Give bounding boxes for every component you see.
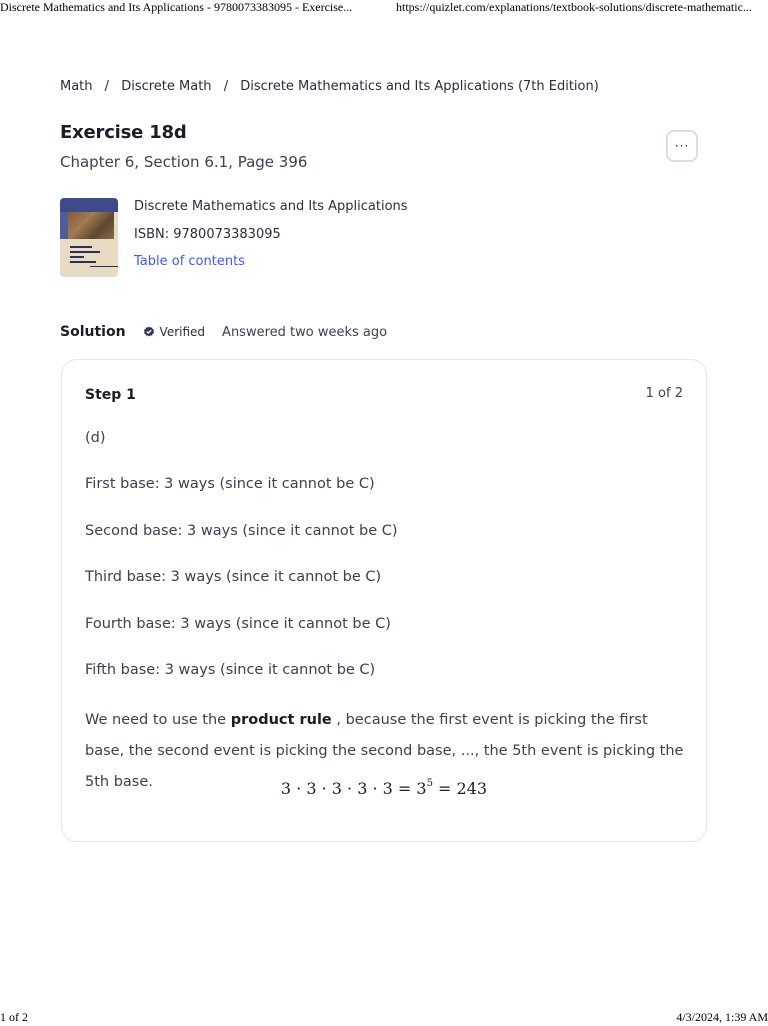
equation: [62, 778, 706, 798]
page-title: Exercise 18d: [60, 122, 187, 143]
equation-lhs: 3 · 3 · 3 · 3 · 3 = 3: [280, 779, 427, 798]
verified-label: Verified: [159, 325, 206, 339]
breadcrumb-item-textbook[interactable]: Discrete Mathematics and Its Applications (7th Edition): [240, 79, 599, 94]
step-part-label: (d): [85, 430, 106, 446]
step-line: Fourth base: 3 ways (since it cannot be C): [85, 616, 391, 632]
solution-header: [60, 322, 387, 342]
product-rule-term: product rule: [230, 712, 332, 728]
chapter-info: Chapter 6, Section 6.1, Page 396: [60, 153, 308, 171]
step-line: Fifth base: 3 ways (since it cannot be C): [85, 662, 376, 678]
explanation-text: , because the first event is picking the first base, the second event is picking the second base, ..., the 5th event is picking the 5th base.: [85, 712, 684, 790]
cover-photo-edge: [60, 212, 68, 239]
print-page-title: Discrete Mathematics and Its Applications - 9780073383095 - Exercise...: [0, 0, 353, 14]
print-header: [0, 0, 768, 16]
cover-band: [60, 198, 118, 212]
step-line: First base: 3 ways (since it cannot be C): [85, 476, 375, 492]
equation-rhs: = 243: [432, 779, 488, 798]
step-title: Step 1: [85, 387, 136, 403]
book-isbn: ISBN: 9780073383095: [134, 227, 281, 242]
breadcrumb-separator: /: [104, 79, 110, 94]
book-title[interactable]: Discrete Mathematics and Its Applications: [134, 199, 408, 214]
step-card: [61, 359, 707, 842]
cover-rule: [90, 266, 118, 267]
print-page-url: https://quizlet.com/explanations/textbook-solutions/discrete-mathematic...: [396, 0, 752, 14]
equation-exponent: 5: [426, 778, 433, 789]
step-counter: 1 of 2: [645, 386, 683, 401]
breadcrumb-item-discrete-math[interactable]: Discrete Math: [121, 79, 212, 94]
step-line: Third base: 3 ways (since it cannot be C): [85, 569, 382, 585]
book-cover-image[interactable]: [60, 198, 118, 277]
print-page-number: 1 of 2: [0, 1010, 28, 1024]
verified-badge-icon: [143, 326, 155, 338]
explanation-text: We need to use the: [85, 712, 231, 728]
cover-photo: [64, 212, 114, 239]
solution-label: Solution: [60, 324, 126, 340]
cover-title-lines: [70, 243, 110, 266]
breadcrumb-separator: /: [223, 79, 229, 94]
breadcrumb: [60, 79, 599, 94]
more-options-button[interactable]: [666, 130, 698, 162]
step-line: Second base: 3 ways (since it cannot be C): [85, 523, 398, 539]
print-datetime: 4/3/2024, 1:39 AM: [676, 1010, 768, 1024]
breadcrumb-item-math[interactable]: Math: [60, 79, 93, 94]
answered-date: Answered two weeks ago: [222, 324, 388, 340]
table-of-contents-link[interactable]: Table of contents: [134, 254, 245, 269]
ellipsis-icon: ···: [674, 139, 690, 153]
